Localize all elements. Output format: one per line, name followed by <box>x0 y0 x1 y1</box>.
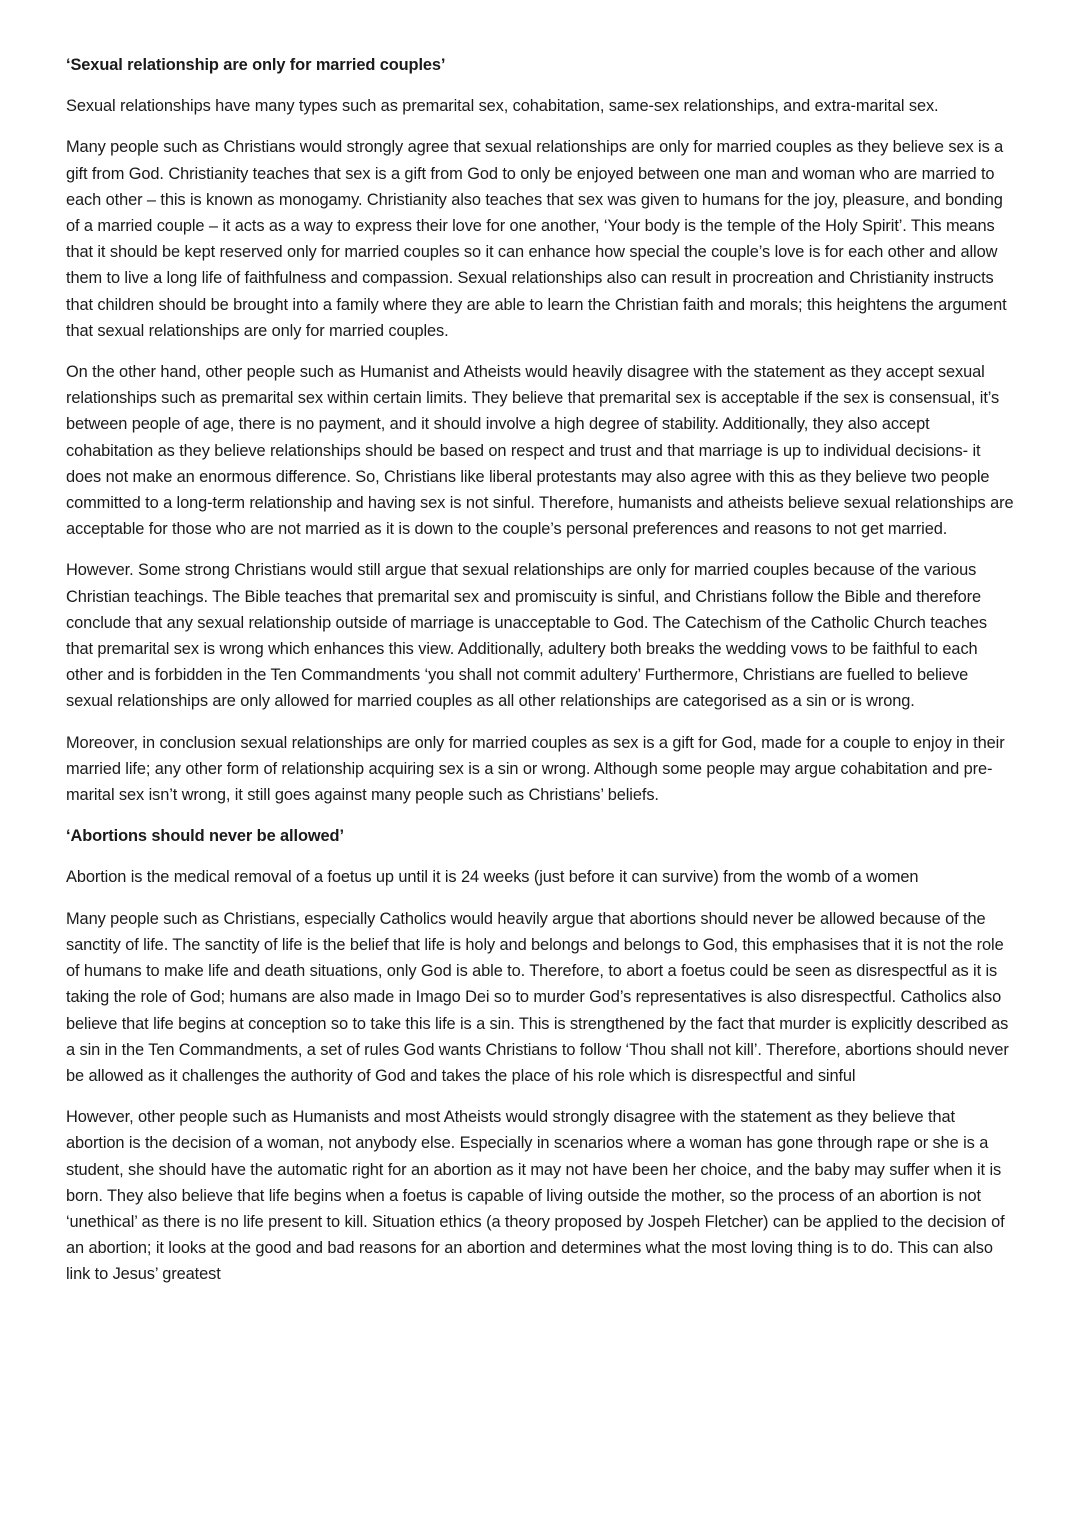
section-heading-sexual-relationships: ‘Sexual relationship are only for married couples’ <box>66 56 446 74</box>
paragraph-abortion-christian-view: Many people such as Christians, especially Catholics would heavily argue that abortions should never be allowed because of the sanctity of life. The sanctity of life is the belief that life is holy and belongs and belongs to God, this emphasises that it is not the role of humans to make life and death situations, only God is able to. Therefore, to abort a foetus could be seen as disrespectful as it is taking the role of God; humans are also made in Imago Dei so to murder God’s representatives is also disrespectful. Catholics also believe that life begins at conception so to take this life is a sin. This is strengthened by the fact that murder is explicitly described as a sin in the Ten Commandments, a set of rules God wants Christians to follow ‘Thou shall not kill’. Therefore, abortions should never be allowed as it challenges the authority of God and takes the place of his role which is disrespectful and sinful <box>66 909 1009 1085</box>
paragraph-abortion-definition: Abortion is the medical removal of a foetus up until it is 24 weeks (just before it can survive) from the womb of a women <box>66 868 919 887</box>
paragraph-intro: Sexual relationships have many types such as premarital sex, cohabitation, same-sex relationships, and extra-marital sex. <box>66 97 939 116</box>
paragraph-humanist-view: On the other hand, other people such as Humanist and Atheists would heavily disagree with the statement as they accept sexual relationships such as premarital sex within certain limits. They believe that premarital sex is acceptable if the sex is consensual, it’s between people of age, there is no payment, and it should involve a high degree of stability. Additionally, they also accept cohabitation as they believe relationships should be based on respect and trust and that marriage is up to individual decisions- it does not make an enormous difference. So, Christians like liberal protestants may also agree with this as they believe two people committed to a long-term relationship and having sex is not sinful. Therefore, humanists and atheists believe sexual relationships are acceptable for those who are not married as it is down to the couple’s personal preferences and reasons to not get married. <box>66 363 1014 539</box>
paragraph-counter-argument: However. Some strong Christians would still argue that sexual relationships are only for married couples because of the various Christian teachings. The Bible teaches that premarital sex and promiscuity is sinful, and Christians follow the Bible and therefore conclude that any sexual relationship outside of marriage is unacceptable to God. The Catechism of the Catholic Church teaches that premarital sex is wrong which enhances this view. Additionally, adultery both breaks the wedding vows to be faithful to each other and is forbidden in the Ten Commandments ‘you shall not commit adultery’ Furthermore, Christians are fuelled to believe sexual relationships are only allowed for married couples as all other relationships are categorised as a sin or is wrong. <box>66 561 987 711</box>
paragraph-abortion-humanist-view: However, other people such as Humanists and most Atheists would strongly disagree with the statement as they believe that abortion is the decision of a woman, not anybody else. Especially in scenarios where a woman has gone through rape or she is a student, she should have the automatic right for an abortion as it may not have been her choice, and the baby may suffer when it is born. They also believe that life begins when a foetus is capable of living outside the mother, so the process of an abortion is not ‘unethical’ as there is no life present to kill. Situation ethics (a theory proposed by Jospeh Fletcher) can be applied to the decision of an abortion; it looks at the good and bad reasons for an abortion and determines what the most loving thing is to do. This can also link to Jesus’ greatest <box>66 1108 1005 1284</box>
paragraph-christian-view: Many people such as Christians would strongly agree that sexual relationships are only for married couples as they believe sex is a gift from God. Christianity teaches that sex is a gift from God to only be enjoyed between one man and woman who are married to each other – this is known as monogamy. Christianity also teaches that sex was given to humans for the joy, pleasure, and bonding of a married couple – it acts as a way to express their love for one another, ‘Your body is the temple of the Holy Spirit’. This means that it should be kept reserved only for married couples so it can enhance how special the couple’s love is for each other and allow them to live a long life of faithfulness and compassion. Sexual relationships also can result in procreation and Christianity instructs that children should be brought into a family where they are able to learn the Christian faith and morals; this heightens the argument that sexual relationships are only for married couples. <box>66 138 1007 340</box>
paragraph-conclusion: Moreover, in conclusion sexual relationships are only for married couples as sex is a gift for God, made for a couple to enjoy in their married life; any other form of relationship acquiring sex is a sin or wrong. Although some people may argue cohabitation and pre-marital sex isn’t wrong, it still goes against many people such as Christians’ beliefs. <box>66 733 1005 805</box>
document-page <box>66 52 1016 1303</box>
section-heading-abortion: ‘Abortions should never be allowed’ <box>66 827 344 846</box>
